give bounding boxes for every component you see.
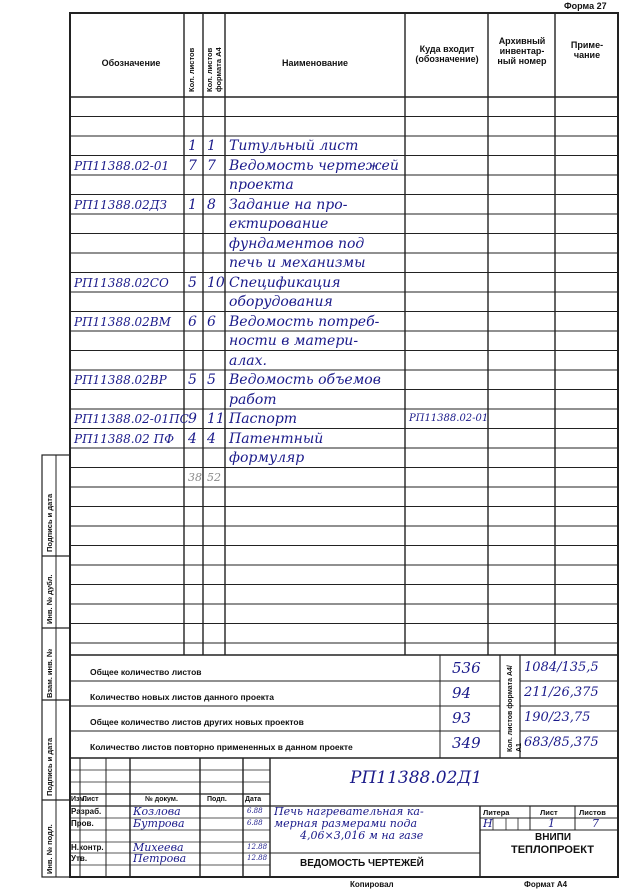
totals-a4-value: 190/23,75 [524,710,591,725]
totals-a4-value: 1084/135,5 [524,660,599,675]
row-name: печь и механизмы [229,255,366,271]
row-designation: РП11388.02 ПФ [74,431,175,446]
col-doc-number: № докум. [145,796,178,803]
description-line3: 4,06×3,016 м на газе [300,829,424,842]
role-name: Козлова [133,805,181,818]
row-name: проекта [229,177,294,193]
row-sheets-count: 5 [188,372,197,388]
sheet-label: Лист [540,808,558,817]
row-designation: РП11388.02ВР [74,373,167,387]
totals-label: Общее количество листов [90,667,202,677]
row-name: ектирование [229,216,329,232]
margin-replaced-inv: Взам. инв. № [45,648,54,698]
sheet-value: 1 [548,817,555,830]
col-signature: Подп. [207,796,227,803]
role-date: 12.88 [247,854,268,862]
role-name: Петрова [133,852,187,865]
totals-side-label: Кол. листов формата А4/А1 [507,665,523,752]
totals-label: Общее количество листов других новых проектов [90,717,304,727]
totals-a4-value: 683/85,375 [524,735,599,750]
description-line1: Печь нагревательная ка- [274,805,424,818]
row-sheets-a4: 5 [207,372,216,388]
document-code: РП11388.02Д1 [350,768,483,788]
row-name: фундаментов под [229,235,365,252]
row-sheets-a4: 6 [207,313,216,330]
row-name: Патентный [229,430,324,447]
row-name: Спецификация [229,274,341,291]
row-sheets-a4: 8 [207,196,216,213]
row-name: формуляр [229,450,305,466]
organization-line2: ТЕПЛОПРОЕКТ [511,844,594,856]
row-name: работ [229,391,277,408]
role-date: 6.88 [247,819,263,827]
row-sheets-count: 4 [188,430,197,447]
role-name: Михеева [133,841,184,854]
row-designation: РП11388.02СО [74,275,169,290]
header-archive-number: Архивный инвентар- ный номер [497,36,547,66]
role-label: Пров. [71,819,94,828]
row-designation: РП11388.02ДЗ [74,197,168,212]
row-sheets-count: 9 [188,411,197,427]
totals-value: 349 [452,734,481,752]
row-sheets-a4: 11 [207,411,225,427]
row-name: Ведомость потреб- [229,313,380,330]
row-sheets-a4: 7 [207,157,216,174]
row-name: Титульный лист [229,138,359,154]
totals-value: 93 [452,709,472,727]
margin-signature-date-bottom: Подпись и дата [45,737,54,796]
row-sheets-a4: 52 [207,470,221,484]
row-name: Ведомость чертежей [229,157,399,174]
row-sheets-count: 5 [188,274,197,291]
totals-value: 94 [452,684,472,702]
row-sheets-count: 6 [188,313,197,330]
litera-value: Н [483,817,493,830]
role-label: Н.контр. [71,843,104,852]
row-designation: РП11388.02-01ПС [74,412,189,426]
footer-copied: Копировал [350,880,394,889]
row-name: алах. [229,352,267,369]
role-name: Бутрова [133,817,185,830]
row-included-in: РП11388.02-01 [409,413,489,424]
organization-line1: ВНИПИ [535,832,572,843]
margin-signature-date-top: Подпись и дата [45,493,54,552]
row-sheets-a4: 10 [207,274,225,291]
role-date: 12.88 [247,843,268,851]
role-label: Разраб. [71,807,102,816]
margin-inv-duplicate: Инв. № дубл. [45,574,54,624]
row-name: оборудования [229,294,333,310]
litera-label: Литера [483,808,510,817]
row-sheets-count: 1 [188,138,197,154]
document-title: ВЕДОМОСТЬ ЧЕРТЕЖЕЙ [300,858,424,869]
totals-value: 536 [452,659,481,677]
row-designation: РП11388.02ВМ [74,314,171,329]
form-label: Форма 27 [564,1,607,11]
footer-format: Формат А4 [524,880,568,889]
header-sheets-a4: Кол. листов формата А4 [205,47,223,92]
row-name: Задание на про- [229,196,348,213]
totals-a4-value: 211/26,375 [524,685,599,700]
row-name: ности в матери- [229,333,359,349]
col-izm: Изм. [71,796,87,803]
row-sheets-count: 38 [188,470,202,484]
col-list: Лист [82,796,99,803]
margin-inv-original: Инв. № подл. [45,824,54,874]
row-sheets-count: 7 [188,157,197,174]
header-notes: Приме- чание [570,40,604,60]
sheets-total-value: 7 [592,817,599,830]
role-label: Утв. [71,854,88,863]
col-date: Дата [245,796,262,803]
row-sheets-a4: 4 [207,430,216,447]
header-sheets-count: Кол. листов [187,47,196,92]
totals-label: Количество листов повторно примененных в данном проекте [90,742,353,752]
role-date: 6.88 [247,807,263,815]
header-name: Наименование [281,58,349,68]
header-included-in: Куда входит (обозначение) [415,44,479,64]
totals-label: Количество новых листов данного проекта [90,692,274,702]
description-line2: мерная размерами пода [274,817,418,830]
row-designation: РП11388.02-01 [74,158,170,173]
sheets-total-label: Листов [579,808,606,817]
row-name: Ведомость объемов [229,372,381,388]
row-name: Паспорт [229,411,298,427]
row-sheets-a4: 1 [207,138,216,154]
row-sheets-count: 1 [188,196,197,213]
header-designation: Обозначение [101,58,161,68]
